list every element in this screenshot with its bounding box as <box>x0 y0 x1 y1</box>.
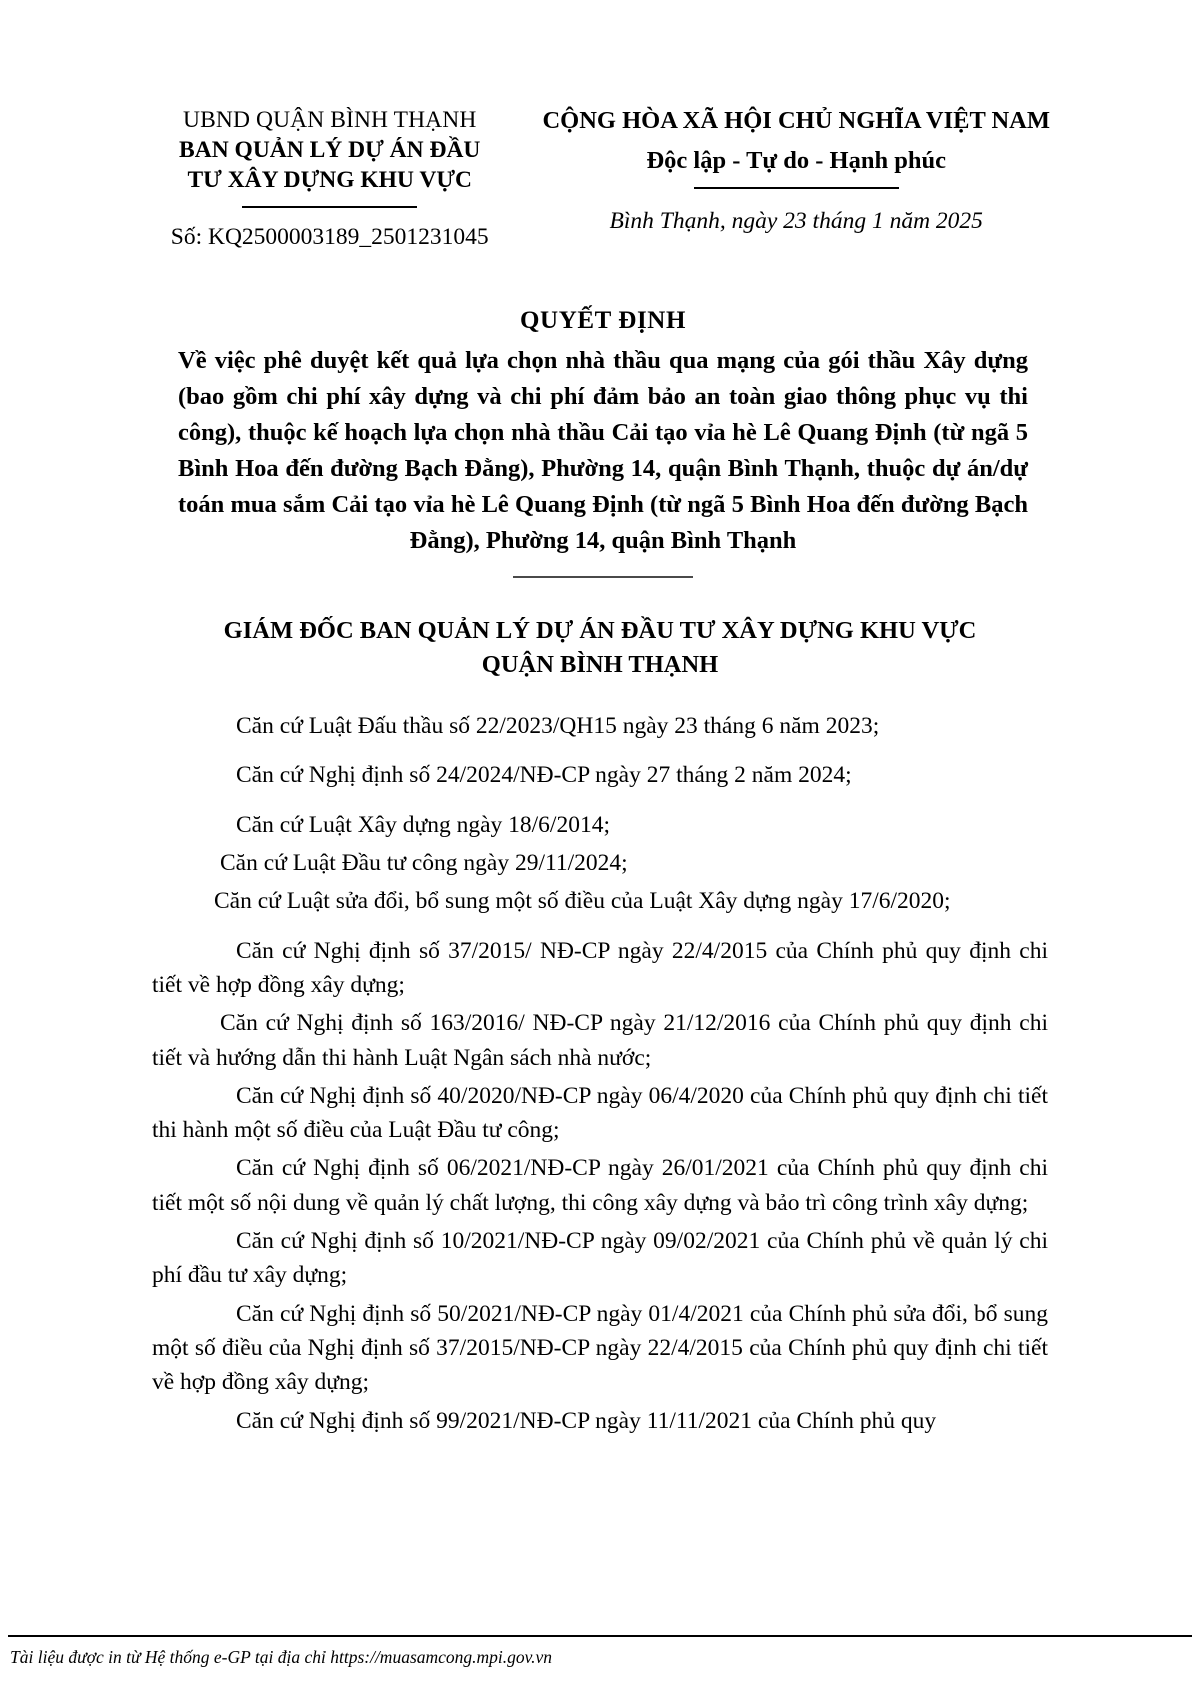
footer-print-note: Tài liệu được in từ Hệ thống e-GP tại địa chỉ https://muasamcong.mpi.gov.vn <box>10 1647 553 1667</box>
title-divider <box>513 576 693 578</box>
legal-basis-item: Căn cứ Nghị định số 06/2021/NĐ-CP ngày 26/01/2021 của Chính phủ quy định chi tiết một số nội dung về quản lý chất lượng, thi công xây dựng và bảo trì công trình xây dựng; <box>152 1155 1048 1216</box>
page-footer <box>0 1635 1200 1697</box>
issuing-authority <box>0 614 1200 684</box>
legal-basis-item: Căn cứ Nghị định số 40/2020/NĐ-CP ngày 06/4/2020 của Chính phủ quy định chi tiết thi hành một số điều của Luật Đầu tư công; <box>152 1082 1048 1144</box>
decision-subject: Về việc phê duyệt kết quả lựa chọn nhà thầu qua mạng của gói thầu Xây dựng (bao gồm chi phí xây dựng và chi phí đảm bảo an toàn giao thông phục vụ thi công), thuộc kế hoạch lựa chọn nhà thầu Cải tạo vỉa hè Lê Quang Định (từ ngã 5 Bình Hoa đến đường Bạch Đằng), Phường 14, quận Bình Thạnh, thuộc dự án/dự toán mua sắm Cải tạo vỉa hè Lê Quang Định (từ ngã 5 Bình Hoa đến đường Bạch Đằng), Phường 14, quận Bình Thạnh <box>178 347 1028 554</box>
page-title: QUYẾT ĐỊNH <box>520 306 686 334</box>
authority-line-2: QUẬN BÌNH THẠNH <box>481 651 719 679</box>
national-heading-block <box>542 105 1050 236</box>
legal-basis-item: Căn cứ Luật Xây dựng ngày 18/6/2014; <box>236 811 610 838</box>
authority-line-1: GIÁM ĐỐC BAN QUẢN LÝ DỰ ÁN ĐẦU TƯ XÂY DỰNG KHU VỰC <box>223 616 977 644</box>
legal-basis-section <box>0 709 1200 1438</box>
legal-basis-item: Căn cứ Nghị định số 10/2021/NĐ-CP ngày 09/02/2021 của Chính phủ về quản lý chi phí đầu tư xây dựng; <box>152 1228 1048 1289</box>
issuing-organization-block <box>135 105 524 253</box>
legal-basis-item: Căn cứ Luật Đầu tư công ngày 29/11/2024; <box>220 850 628 877</box>
country-name: CỘNG HÒA XÃ HỘI CHỦ NGHĨA VIỆT NAM <box>542 107 1050 134</box>
legal-basis-item: Căn cứ Nghị định số 37/2015/ NĐ-CP ngày 22/4/2015 của Chính phủ quy định chi tiết về hợp đồng xây dựng; <box>152 937 1048 998</box>
organization-name-line-1: BAN QUẢN LÝ DỰ ÁN ĐẦU <box>179 137 481 164</box>
legal-basis-item: Căn cứ Luật sửa đổi, bổ sung một số điều của Luật Xây dựng ngày 17/6/2020; <box>214 888 951 915</box>
legal-basis-item: Căn cứ Nghị định số 99/2021/NĐ-CP ngày 11/11/2021 của Chính phủ quy <box>236 1407 937 1434</box>
footer-divider <box>8 1635 1192 1637</box>
title-block <box>0 305 1200 578</box>
motto-divider <box>694 187 899 189</box>
national-motto: Độc lập - Tự do - Hạnh phúc <box>646 146 946 174</box>
document-header <box>0 0 1200 253</box>
parent-organization-name: UBND QUẬN BÌNH THẠNH <box>183 107 477 133</box>
place-and-date: Bình Thạnh, ngày 23 tháng 1 năm 2025 <box>609 207 983 234</box>
legal-basis-item: Căn cứ Nghị định số 24/2024/NĐ-CP ngày 27 tháng 2 năm 2024; <box>236 762 852 789</box>
organization-divider <box>242 206 417 208</box>
legal-basis-item: Căn cứ Nghị định số 50/2021/NĐ-CP ngày 01/4/2021 của Chính phủ sửa đổi, bổ sung một số điều của Nghị định số 37/2015/NĐ-CP ngày 22/4/2015 của Chính phủ quy định chi tiết về hợp đồng xây dựng; <box>152 1300 1048 1396</box>
legal-basis-item: Căn cứ Luật Đấu thầu số 22/2023/QH15 ngày 23 tháng 6 năm 2023; <box>236 713 880 740</box>
organization-name-line-2: TƯ XÂY DỰNG KHU VỰC <box>187 167 473 194</box>
legal-basis-item: Căn cứ Nghị định số 163/2016/ NĐ-CP ngày 21/12/2016 của Chính phủ quy định chi tiết và hướng dẫn thi hành Luật Ngân sách nhà nước; <box>152 1010 1048 1071</box>
document-number: Số: KQ2500003189_2501231045 <box>170 224 489 251</box>
